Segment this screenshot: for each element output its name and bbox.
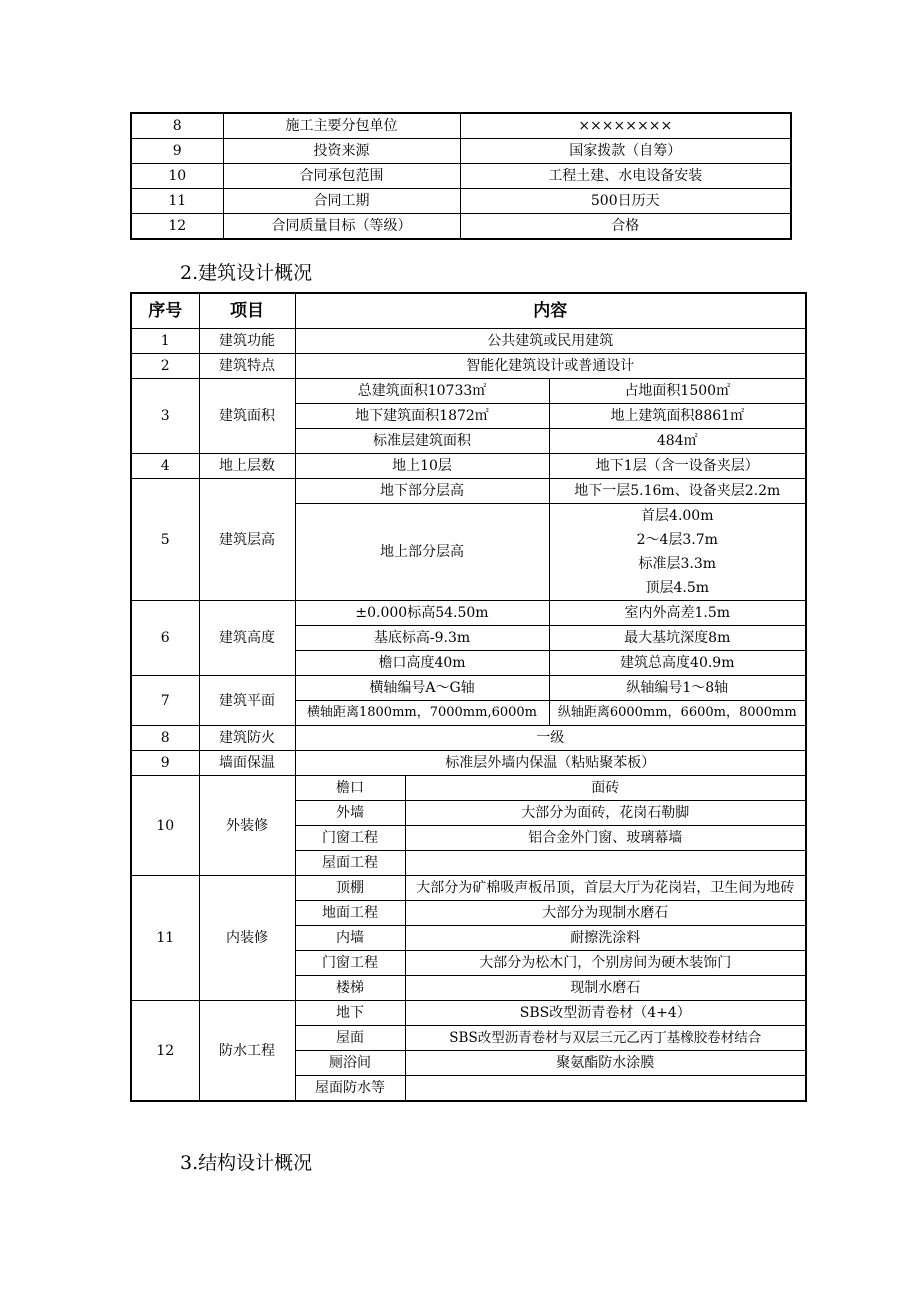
- cell-left: 檐口高度40m: [295, 651, 549, 676]
- sub-value: SBS改型沥青卷材（4+4）: [405, 1001, 806, 1026]
- sub-value: 耐擦洗涂料: [405, 926, 806, 951]
- row-value: 500日历天: [460, 189, 791, 214]
- row-no: 8: [131, 113, 223, 139]
- sub-value: 铝合金外门窗、玻璃幕墙: [405, 826, 806, 851]
- sub-value: [405, 851, 806, 876]
- row-no: 11: [131, 876, 199, 1001]
- sub-item: 屋面防水等: [295, 1076, 405, 1102]
- row-item: 投资来源: [223, 139, 460, 164]
- floor-height-line: 首层4.00m: [641, 508, 714, 524]
- row-no: 7: [131, 676, 199, 726]
- row-item: 墙面保温: [199, 751, 295, 776]
- row-no: 4: [131, 454, 199, 479]
- table-row: [131, 726, 806, 751]
- floor-height-line: 2～4层3.7m: [636, 532, 718, 548]
- cell-left: 标准层建筑面积: [295, 429, 549, 454]
- cell-left: 横轴距离1800mm，7000mm,6000m: [295, 701, 549, 726]
- cell-right: 最大基坑深度8m: [549, 626, 806, 651]
- sub-value: 现制水磨石: [405, 976, 806, 1001]
- row-value: 工程土建、水电设备安装: [460, 164, 791, 189]
- row-item: 内装修: [199, 876, 295, 1001]
- row-value: 国家拨款（自筹）: [460, 139, 791, 164]
- row-value: 标准层外墙内保温（粘贴聚苯板）: [295, 751, 806, 776]
- table-row: [131, 601, 806, 626]
- table-row: [131, 164, 791, 189]
- table-row: [131, 113, 791, 139]
- cell-right: 纵轴编号1～8轴: [549, 676, 806, 701]
- architecture-table: [130, 292, 807, 1102]
- cell-left: 横轴编号A～G轴: [295, 676, 549, 701]
- row-item: 施工主要分包单位: [223, 113, 460, 139]
- row-no: 2: [131, 354, 199, 379]
- table-row: [131, 751, 806, 776]
- sub-value: SBS改型沥青卷材与双层三元乙丙丁基橡胶卷材结合: [405, 1026, 806, 1051]
- cell-left: 地上10层: [295, 454, 549, 479]
- sub-item: 门窗工程: [295, 826, 405, 851]
- sub-item: 地下: [295, 1001, 405, 1026]
- row-item: 建筑面积: [199, 379, 295, 454]
- cell-right: 地下一层5.16m、设备夹层2.2m: [549, 479, 806, 504]
- table-row: [131, 214, 791, 240]
- row-item: 外装修: [199, 776, 295, 876]
- sub-item: 外墙: [295, 801, 405, 826]
- cell-right: 建筑总高度40.9m: [549, 651, 806, 676]
- row-item: 合同承包范围: [223, 164, 460, 189]
- row-item: 建筑功能: [199, 329, 295, 354]
- sub-value: 大部分为面砖，花岗石勒脚: [405, 801, 806, 826]
- table-row: [131, 379, 806, 404]
- row-no: 12: [131, 214, 223, 240]
- floor-height-line: 标准层3.3m: [638, 556, 717, 572]
- sub-item: 顶棚: [295, 876, 405, 901]
- row-item: 建筑特点: [199, 354, 295, 379]
- row-value: 合格: [460, 214, 791, 240]
- sub-item: 檐口: [295, 776, 405, 801]
- table-row: [131, 454, 806, 479]
- floor-heights-cell: [549, 504, 806, 601]
- table-row: [131, 189, 791, 214]
- table-row: [131, 676, 806, 701]
- row-value: 公共建筑或民用建筑: [295, 329, 806, 354]
- row-no: 10: [131, 776, 199, 876]
- sub-value: 聚氨酯防水涂膜: [405, 1051, 806, 1076]
- header-no: 序号: [131, 293, 199, 329]
- row-item: 合同质量目标（等级）: [223, 214, 460, 240]
- cell-right: 占地面积1500㎡: [549, 379, 806, 404]
- sub-value: 大部分为现制水磨石: [405, 901, 806, 926]
- header-row: [131, 293, 806, 329]
- table-row: [131, 139, 791, 164]
- cell-left: 地下部分层高: [295, 479, 549, 504]
- row-no: 3: [131, 379, 199, 454]
- cell-left: 总建筑面积10733㎡: [295, 379, 549, 404]
- row-no: 10: [131, 164, 223, 189]
- row-item: 合同工期: [223, 189, 460, 214]
- sub-item: 门窗工程: [295, 951, 405, 976]
- row-value: 一级: [295, 726, 806, 751]
- sub-item: 楼梯: [295, 976, 405, 1001]
- section-heading-structure: 3.结构设计概况: [180, 1152, 313, 1174]
- table-row: [131, 354, 806, 379]
- sub-value: [405, 1076, 806, 1102]
- sub-value: 面砖: [405, 776, 806, 801]
- row-value: ××××××××: [460, 113, 791, 139]
- cell-right: 地上建筑面积8861㎡: [549, 404, 806, 429]
- cell-right: 室内外高差1.5m: [549, 601, 806, 626]
- row-no: 9: [131, 751, 199, 776]
- row-item: 建筑高度: [199, 601, 295, 676]
- header-content: 内容: [295, 293, 806, 329]
- sub-item: 屋面: [295, 1026, 405, 1051]
- row-no: 11: [131, 189, 223, 214]
- row-item: 建筑层高: [199, 479, 295, 601]
- contract-info-table: [130, 112, 792, 240]
- row-item: 建筑平面: [199, 676, 295, 726]
- row-no: 6: [131, 601, 199, 676]
- row-value: 智能化建筑设计或普通设计: [295, 354, 806, 379]
- sub-item: 内墙: [295, 926, 405, 951]
- cell-right: 纵轴距离6000mm，6600m，8000mm: [549, 701, 806, 726]
- cell-left: 地上部分层高: [295, 504, 549, 601]
- cell-left: ±0.000标高54.50m: [295, 601, 549, 626]
- header-item: 项目: [199, 293, 295, 329]
- row-no: 1: [131, 329, 199, 354]
- sub-item: 地面工程: [295, 901, 405, 926]
- row-item: 建筑防火: [199, 726, 295, 751]
- row-item: 地上层数: [199, 454, 295, 479]
- cell-left: 基底标高-9.3m: [295, 626, 549, 651]
- row-no: 8: [131, 726, 199, 751]
- floor-height-line: 顶层4.5m: [645, 580, 710, 596]
- row-no: 12: [131, 1001, 199, 1102]
- cell-right: 地下1层（含一设备夹层）: [549, 454, 806, 479]
- row-no: 9: [131, 139, 223, 164]
- sub-item: 屋面工程: [295, 851, 405, 876]
- sub-value: 大部分为松木门，个别房间为硬木装饰门: [405, 951, 806, 976]
- table-row: [131, 876, 806, 901]
- sub-value: 大部分为矿棉吸声板吊顶，首层大厅为花岗岩，卫生间为地砖: [405, 876, 806, 901]
- sub-item: 厕浴间: [295, 1051, 405, 1076]
- row-item: 防水工程: [199, 1001, 295, 1102]
- table-row: [131, 329, 806, 354]
- table-row: [131, 479, 806, 504]
- table-row: [131, 776, 806, 801]
- table-row: [131, 1001, 806, 1026]
- section-heading-architecture: 2.建筑设计概况: [180, 262, 313, 284]
- cell-left: 地下建筑面积1872㎡: [295, 404, 549, 429]
- cell-right: 484㎡: [549, 429, 806, 454]
- row-no: 5: [131, 479, 199, 601]
